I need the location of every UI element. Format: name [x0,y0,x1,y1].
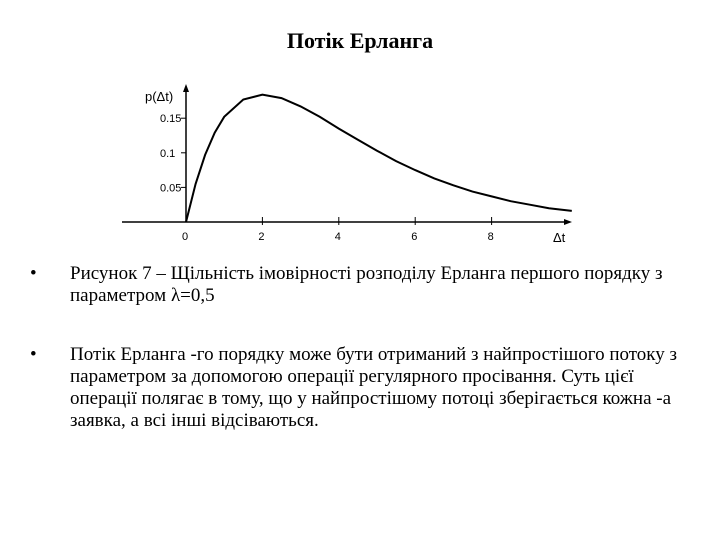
density-curve [186,95,572,222]
y-tick-label: 0.1 [160,147,176,160]
chart-curve [186,95,572,222]
body-paragraph: Потік Ерланга -го порядку може бути отриманий з найпростішого потоку з параметром за допомогою операції регулярного просівання. Суть цієї операції полягає в тому, що у найпростішому потоці зберігається кожна -а заявка, а всі інші відсіваються. [70,344,678,431]
x-tick-label: 0 [182,231,189,243]
chart-svg [0,0,720,260]
body-bullet [30,344,680,432]
y-tick-label: 0.05 [160,182,182,195]
x-tick-label: 8 [487,231,494,243]
y-axis-label: p(Δt) [145,89,174,104]
chart-axes [122,84,572,245]
slide-title: Потік Ерланга [286,28,434,53]
bullet-dot: • [30,263,37,284]
caption-bullet [30,263,680,307]
x-axis-label: Δt [553,230,566,245]
x-axis-arrow [564,219,572,225]
erlang-chart [0,0,720,260]
y-axis-arrow [183,84,189,92]
x-tick-label: 2 [258,231,265,243]
bullet-dot: • [30,344,37,365]
y-tick-label: 0.15 [160,113,182,126]
x-tick-label: 6 [411,231,418,243]
chart-ticks [160,113,494,243]
x-tick-label: 4 [334,231,341,243]
figure-caption: Рисунок 7 – Щільність імовірності розподілу Ерланга першого порядку з параметром λ=0,5 [70,263,663,306]
